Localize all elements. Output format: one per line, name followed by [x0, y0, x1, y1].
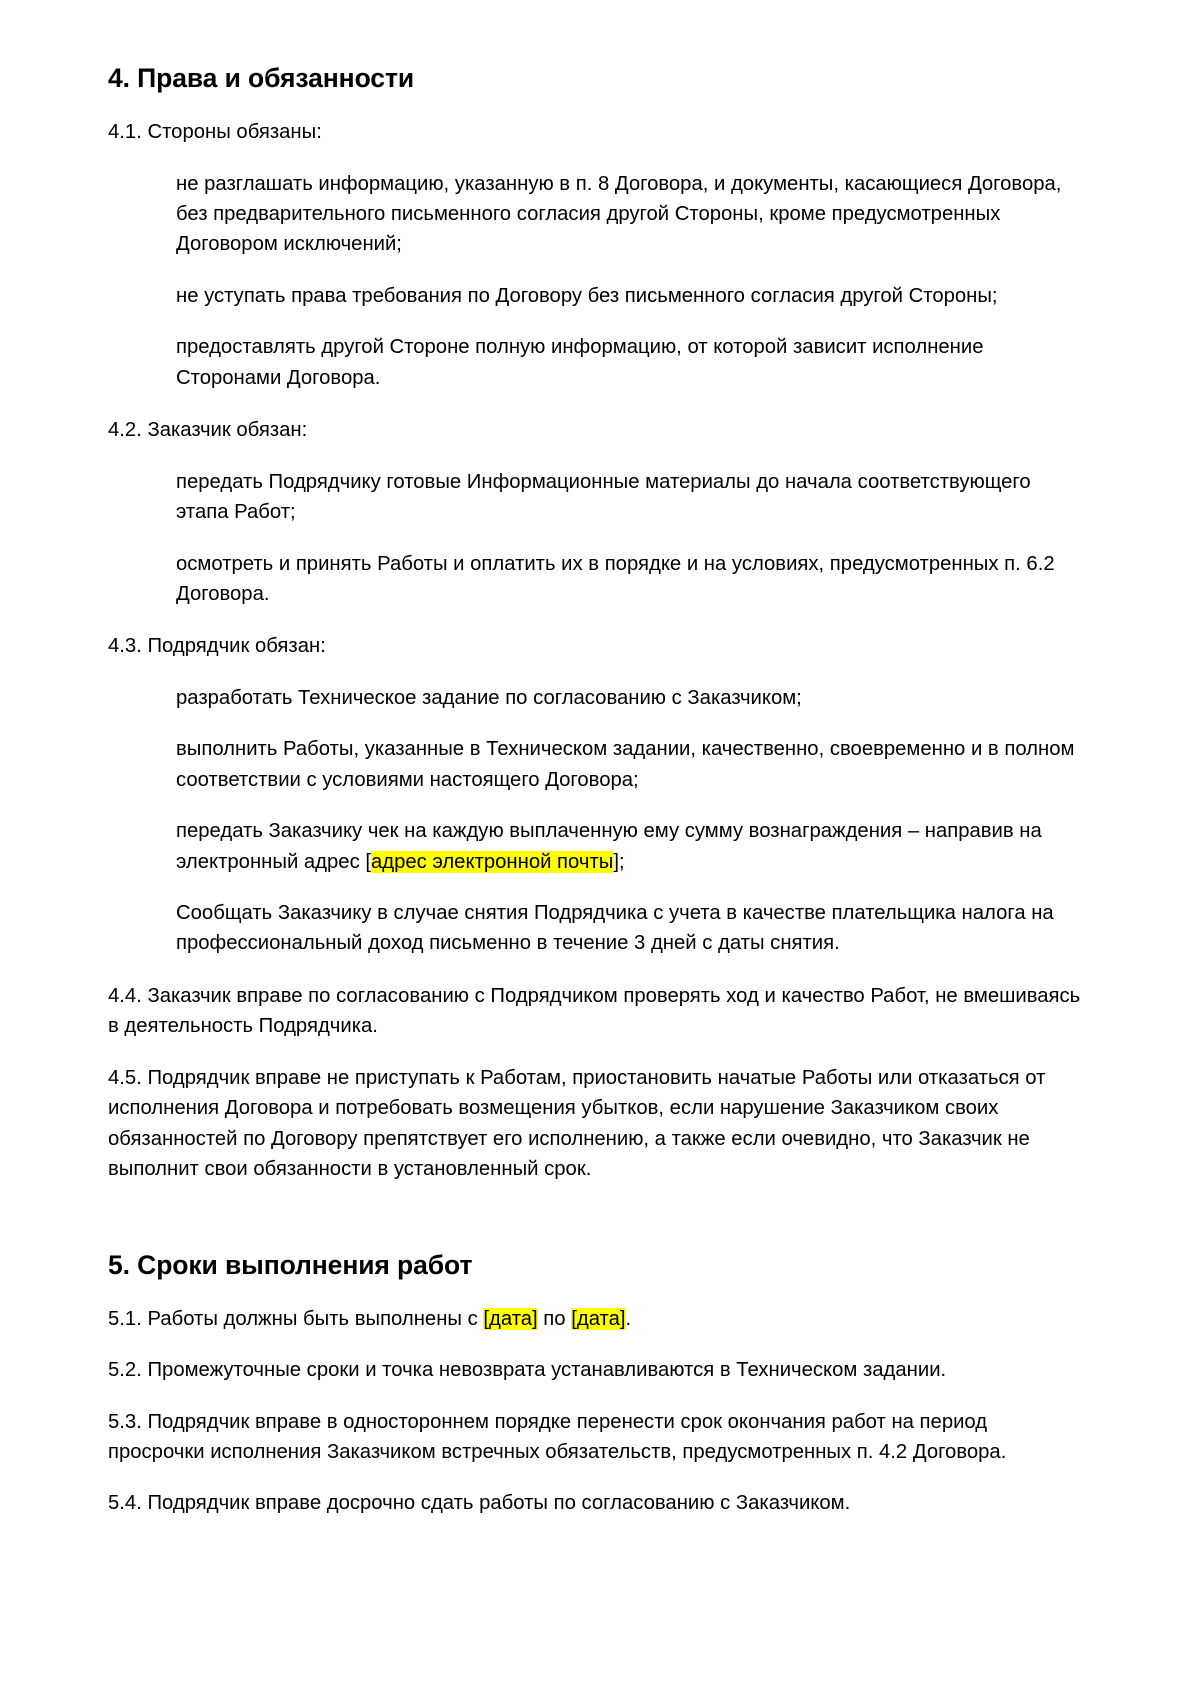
clause-4-3-item-4: Сообщать Заказчику в случае снятия Подрядчика с учета в качестве плательщика налога на профессиональный доход письменно в течение 3 дней с даты снятия.: [176, 902, 1054, 955]
clause-4-2-item-2: осмотреть и принять Работы и оплатить их в порядке и на условиях, предусмотренных п. 6.2 Договора.: [176, 552, 1055, 605]
clause-5-1: [108, 1304, 1088, 1334]
clause-4-4: 4.4. Заказчик вправе по согласованию с Подрядчиком проверять ход и качество Работ, не вмешиваясь в деятельность Подрядчика.: [108, 984, 1081, 1038]
clause-4-2-item-1: передать Подрядчику готовые Информационные материалы до начала соответствующего этапа Работ;: [176, 470, 1031, 524]
clause-4-1-intro: 4.1. Стороны обязаны:: [108, 121, 322, 144]
clause-5-1-text-before: 5.1. Работы должны быть выполнены с: [108, 1307, 484, 1330]
clause-4-1-item-3: предоставлять другой Стороне полную информацию, от которой зависит исполнение Сторонами Договора.: [176, 336, 984, 389]
section-5-heading: 5. Сроки выполнения работ: [108, 1249, 473, 1280]
clause-4-3-intro: 4.3. Подрядчик обязан:: [108, 635, 326, 658]
receipt-text-before: передать Заказчику чек на каждую выплаченную ему сумму вознаграждения – направив на электронный адрес [: [176, 820, 1042, 873]
section-4-heading: 4. Права и обязанности: [108, 63, 415, 93]
receipt-text-after: ];: [613, 850, 625, 873]
email-placeholder-highlight: адрес электронной почты: [371, 850, 614, 873]
clause-4-1-item-1: не разглашать информацию, указанную в п. 8 Договора, и документы, касающиеся Договора, без предварительного письменного согласия другой Стороны, кроме предусмотренных Договором исключений;: [176, 172, 1062, 256]
clause-5-2: 5.2. Промежуточные сроки и точка невозврата устанавливаются в Техническом задании.: [108, 1359, 947, 1382]
document-body: [108, 62, 1088, 1519]
clause-5-1-text-after: .: [625, 1307, 632, 1330]
clause-5-1-text-middle: по: [537, 1307, 572, 1330]
clause-4-3-item-receipt: [108, 816, 1088, 877]
clause-4-1-item-2: не уступать права требования по Договору без письменного согласия другой Стороны;: [176, 284, 998, 307]
date-from-placeholder-highlight: [дата]: [483, 1307, 538, 1330]
clause-5-4: 5.4. Подрядчик вправе досрочно сдать работы по согласованию с Заказчиком.: [108, 1492, 851, 1515]
clause-4-3-item-1: разработать Техническое задание по согласованию с Заказчиком;: [176, 686, 802, 709]
clause-4-2-intro: 4.2. Заказчик обязан:: [108, 419, 308, 442]
clause-4-5: 4.5. Подрядчик вправе не приступать к Работам, приостановить начатые Работы или отказаться от исполнения Договора и потребовать возмещения убытков, если нарушение Заказчиком своих обязанностей по Договору препятствует его исполнению, а также если очевидно, что Заказчик не выполнит свои обязанности в установленный срок.: [108, 1066, 1046, 1181]
clause-4-3-item-2: выполнить Работы, указанные в Техническом задании, качественно, своевременно и в полном соответствии с условиями настоящего Договора;: [176, 738, 1075, 791]
date-to-placeholder-highlight: [дата]: [571, 1307, 626, 1330]
clause-5-3: 5.3. Подрядчик вправе в одностороннем порядке перенести срок окончания работ на период просрочки исполнения Заказчиком встречных обязательств, предусмотренных п. 4.2 Договора.: [108, 1410, 1007, 1463]
